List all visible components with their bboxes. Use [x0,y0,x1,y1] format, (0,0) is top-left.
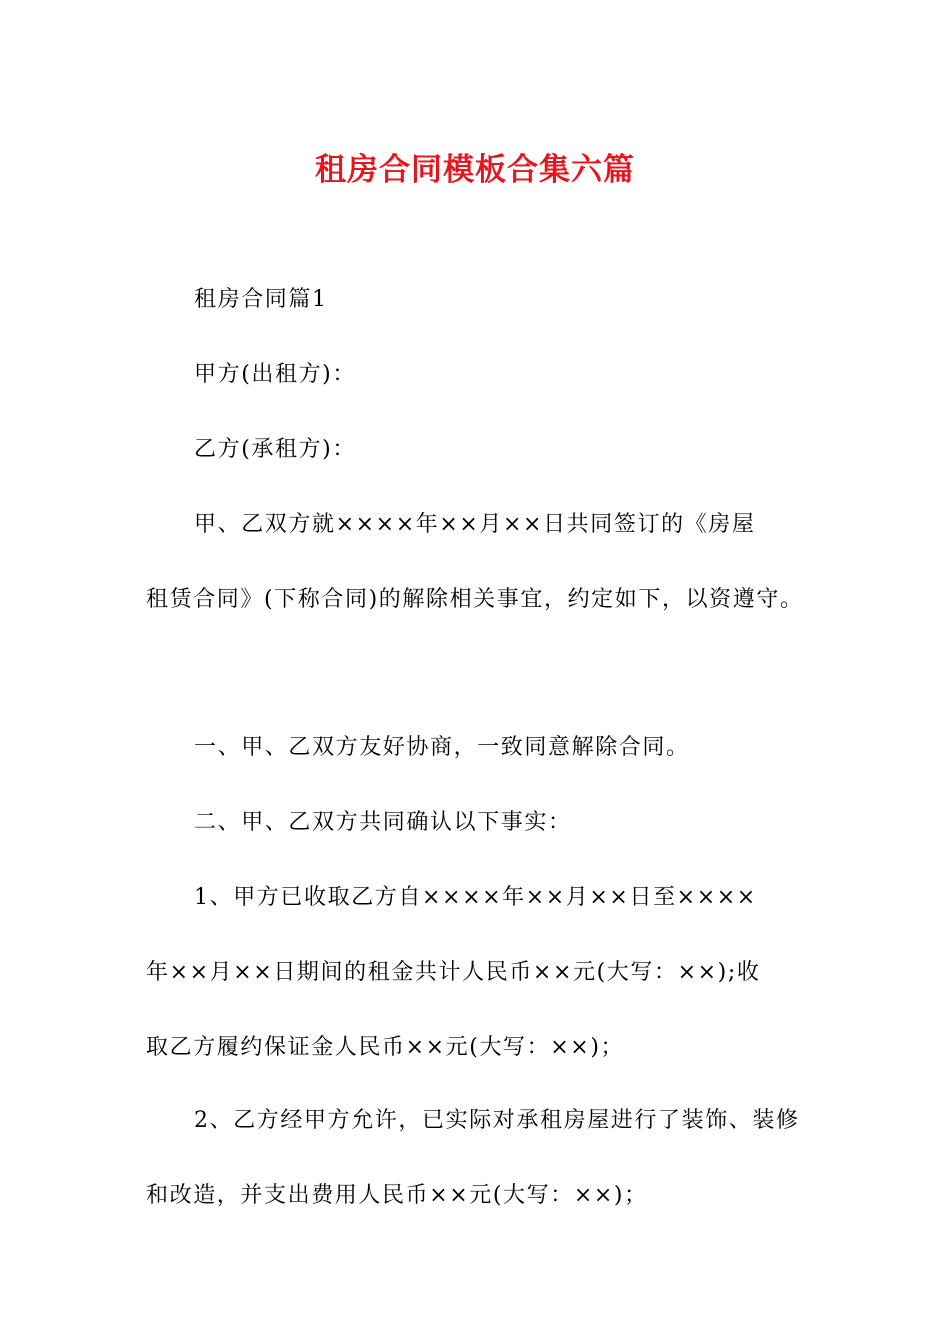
party-b-label: 乙方(承租方)： [194,437,356,462]
paragraph-line: 2、乙方经甲方允许，已实际对承租房屋进行了装饰、装修 [194,1108,800,1133]
paragraph-line: 租赁合同》(下称合同)的解除相关事宜，约定如下，以资遵守。 [146,587,804,612]
document-title: 租房合同模板合集六篇 [315,152,635,188]
paragraph-line: 1、甲方已收取乙方自××××年××月××日至×××× [194,885,757,910]
party-a-label: 甲方(出租方)： [194,362,356,387]
clause-two: 二、甲、乙双方共同确认以下事实： [194,810,572,835]
paragraph-line: 甲、乙双方就××××年××月××日共同签订的《房屋 [194,512,756,537]
clause-one: 一、甲、乙双方友好协商，一致同意解除合同。 [194,735,690,760]
section-heading: 租房合同篇1 [194,287,328,312]
paragraph-line: 年××月××日期间的租金共计人民币××元(大写：××);收 [146,960,761,985]
paragraph-line: 和改造，并支出费用人民币××元(大写：××)； [146,1183,648,1208]
paragraph-line: 取乙方履约保证金人民币××元(大写：××)； [146,1035,625,1060]
